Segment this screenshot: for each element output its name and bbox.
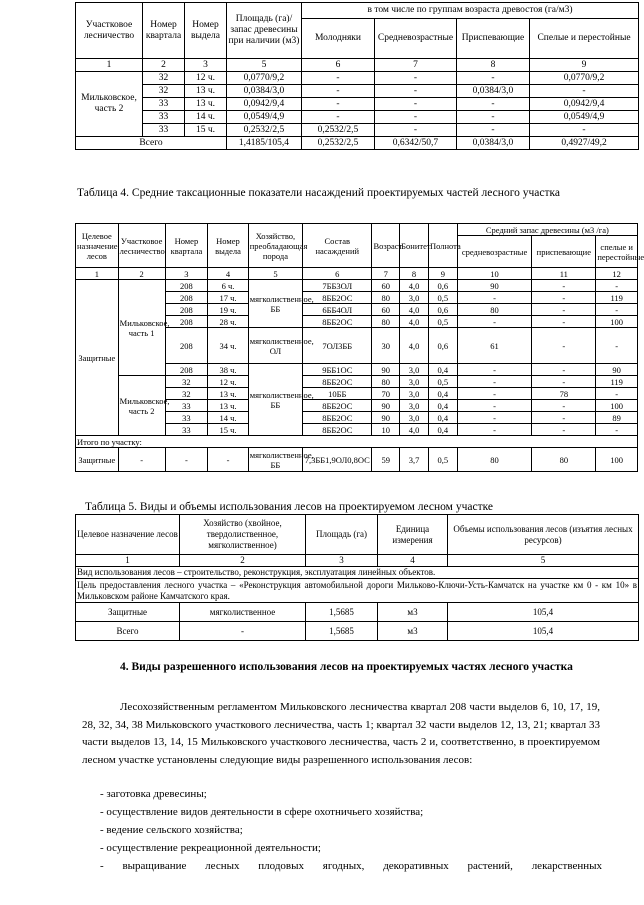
cell: -	[375, 98, 457, 111]
col-num: 6	[302, 59, 375, 72]
cell: 32	[143, 72, 185, 85]
cell: -	[375, 72, 457, 85]
cell: 80	[372, 376, 400, 388]
col-num: 3	[185, 59, 227, 72]
total-label: Всего	[76, 137, 227, 150]
cell: 17 ч.	[208, 292, 249, 304]
cell: 0,4	[428, 400, 457, 412]
use-type-text: Вид использования лесов – строительство, реконструкция, эксплуатация линейных объектов.	[76, 567, 639, 579]
district-cell: Мильковское, часть 2	[76, 72, 143, 137]
header-composition: Состав насаждений	[303, 224, 372, 268]
cell: 78	[532, 388, 596, 400]
unit-cell	[378, 622, 448, 641]
cell: 14 ч.	[185, 111, 227, 124]
cell: 7,3ББ1,9ОЛ0,8ОС	[303, 448, 372, 472]
table-row	[76, 124, 639, 137]
cell: -	[457, 98, 530, 111]
cell: 19 ч.	[208, 304, 249, 316]
cell: 59	[372, 448, 400, 472]
header-section: Номер выдела	[185, 3, 227, 59]
district-cell: Мильковское, часть 1	[118, 280, 165, 376]
header-farm: Хозяйство, преобладающая порода	[248, 224, 302, 268]
cell: 60	[372, 304, 400, 316]
cell: 34 ч.	[208, 328, 249, 364]
col-num: 1	[76, 59, 143, 72]
col-num: 3	[165, 268, 208, 280]
cell: 13 ч.	[208, 388, 249, 400]
cell: 8ББ2ОС	[303, 316, 372, 328]
header-age-groups: в том числе по группам возраста древостоя (га/м3)	[302, 3, 639, 19]
cell: 208	[165, 316, 208, 328]
cell: -	[530, 85, 639, 98]
table-row	[76, 376, 638, 388]
cell: 0,5	[428, 376, 457, 388]
cell: 4,0	[400, 280, 429, 292]
cell: -	[596, 280, 638, 292]
cell: 7ОЛ3ББ	[303, 328, 372, 364]
list-item: - заготовка древесины;	[100, 788, 207, 800]
taxation-table	[75, 223, 644, 472]
cell: 0,5	[428, 292, 457, 304]
header-quarter: Номер квартала	[143, 3, 185, 59]
cell: 80	[372, 292, 400, 304]
col-num: 5	[248, 268, 302, 280]
cell: 15 ч.	[185, 124, 227, 137]
list-item: - осуществление видов деятельности в сфере охотничьего хозяйства;	[100, 806, 424, 818]
table-row	[76, 72, 639, 85]
cell: -	[180, 622, 306, 641]
cell: 100	[596, 400, 638, 412]
cell: -	[532, 364, 596, 376]
table5-caption: Таблица 5. Виды и объемы использования лесов на проектируемом лесном участке	[85, 501, 494, 513]
cell: 0,4	[428, 388, 457, 400]
col-num: 11	[532, 268, 596, 280]
header-ripening: Приспевающие	[457, 19, 530, 59]
cell: -	[375, 85, 457, 98]
header-purpose: Целевое назначение лесов	[76, 224, 119, 268]
col-num: 9	[530, 59, 639, 72]
cell: 13 ч.	[185, 98, 227, 111]
cell: 90	[596, 364, 638, 376]
cell: 0,0549/4,9	[530, 111, 639, 124]
cell: 0,0384/3,0	[457, 137, 530, 150]
header-stock: Средний запас древесины (м3 /га)	[457, 224, 637, 236]
cell: 100	[596, 448, 638, 472]
summary-label-row	[76, 436, 638, 448]
cell: -	[302, 85, 375, 98]
cell: 90	[457, 280, 532, 292]
cell: 32	[165, 376, 208, 388]
cell: 1,4185/105,4	[227, 137, 302, 150]
purpose-note-text: Цель предоставления лесного участка – «Реконструкция автомобильной дороги Мильково-Ключи-Усть-Камчатск на участке км 0 - км 10» в Мильковском районе Камчатского края.	[77, 579, 637, 601]
age-groups-table	[75, 2, 639, 150]
cell: 3,0	[400, 388, 429, 400]
col-num: 7	[375, 59, 457, 72]
cell: 61	[457, 328, 532, 364]
cell: -	[532, 292, 596, 304]
cell: -	[596, 388, 638, 400]
cell: 3,0	[400, 376, 429, 388]
col-num: 3	[306, 555, 378, 567]
column-numbers-row	[76, 268, 638, 280]
list-item: - выращивание лесных плодовых ягодных, декоративных растений, лекарственных	[100, 860, 602, 872]
col-num: 6	[303, 268, 372, 280]
cell: 80	[457, 304, 532, 316]
cell: Защитные	[76, 603, 180, 622]
col-num: 5	[227, 59, 302, 72]
cell: 9ББ1ОС	[303, 364, 372, 376]
cell: -	[302, 111, 375, 124]
cell: -	[457, 316, 532, 328]
cell: 38 ч.	[208, 364, 249, 376]
cell: -	[118, 448, 165, 472]
cell: -	[457, 424, 532, 436]
cell: 0,0549/4,9	[227, 111, 302, 124]
table-row	[76, 111, 639, 124]
table-row	[76, 85, 639, 98]
cell: -	[457, 412, 532, 424]
cell: -	[457, 292, 532, 304]
cell: -	[532, 400, 596, 412]
cell: -	[596, 328, 638, 364]
farm-cell: мягколиственное, ОЛ	[248, 328, 302, 364]
header-mature: Спелые и перестойные	[530, 19, 639, 59]
header-unit: Единица измерения	[378, 515, 448, 555]
cell: 80	[372, 316, 400, 328]
col-num: 2	[118, 268, 165, 280]
header-farm: Хозяйство (хвойное, твердолиственное, мягколиственное)	[180, 515, 306, 555]
total-row	[76, 137, 639, 150]
cell: -	[596, 424, 638, 436]
table-row	[76, 622, 639, 641]
cell: 3,0	[400, 400, 429, 412]
cell: 0,5	[428, 316, 457, 328]
cell: 0,0770/9,2	[227, 72, 302, 85]
cell: 119	[596, 292, 638, 304]
cell: 0,2532/2,5	[302, 137, 375, 150]
unit-cell	[378, 603, 448, 622]
header-volume: Объемы использования лесов (изъятия лесных ресурсов)	[448, 515, 639, 555]
cell: 1,5685	[306, 603, 378, 622]
cell: 7ББ3ОЛ	[303, 280, 372, 292]
unit-text: м3	[407, 606, 418, 617]
cell: 100	[596, 316, 638, 328]
cell: -	[375, 124, 457, 137]
cell: -	[457, 72, 530, 85]
cell: -	[532, 424, 596, 436]
cell: 208	[165, 304, 208, 316]
cell: Защитные	[76, 448, 119, 472]
forest-use-table	[75, 514, 639, 641]
cell: 10ББ	[303, 388, 372, 400]
cell: -	[532, 412, 596, 424]
summary-label: Итого по участку:	[76, 436, 638, 448]
cell: -	[302, 98, 375, 111]
cell: 28 ч.	[208, 316, 249, 328]
cell: 3,0	[400, 412, 429, 424]
cell: 6ББ4ОЛ	[303, 304, 372, 316]
cell: -	[532, 280, 596, 292]
col-num: 12	[596, 268, 638, 280]
farm-cell: мягколиственное, ББ	[248, 364, 302, 436]
header-area: Площадь (га)	[306, 515, 378, 555]
table-row	[76, 603, 639, 622]
cell: 0,0942/9,4	[227, 98, 302, 111]
cell: 90	[372, 412, 400, 424]
header-ripening: приспевающие	[532, 236, 596, 268]
cell: 3,0	[400, 292, 429, 304]
cell: 6 ч.	[208, 280, 249, 292]
cell: 0,6	[428, 304, 457, 316]
cell: 3,0	[400, 364, 429, 376]
cell: мягколиственное	[180, 603, 306, 622]
col-num: 1	[76, 268, 119, 280]
farm-cell: мягколиственное, ББ	[248, 280, 302, 328]
cell: 90	[372, 364, 400, 376]
cell: 12 ч.	[185, 72, 227, 85]
purpose-note-row	[76, 579, 639, 603]
header-density: Полнота	[428, 224, 457, 268]
cell: -	[457, 364, 532, 376]
cell: 208	[165, 364, 208, 376]
cell: 33	[165, 424, 208, 436]
cell: -	[457, 388, 532, 400]
table4-caption: Таблица 4. Средние таксационные показатели насаждений проектируемых частей лесного участка	[77, 187, 561, 199]
header-area: Площадь (га)/запас древесины при наличии (м3)	[227, 3, 302, 59]
cell: 80	[532, 448, 596, 472]
cell: -	[165, 448, 208, 472]
summary-row	[76, 448, 638, 472]
cell: 208	[165, 292, 208, 304]
cell: 208	[165, 328, 208, 364]
cell: 0,5	[428, 448, 457, 472]
cell: 208	[165, 280, 208, 292]
cell: 13 ч.	[208, 400, 249, 412]
header-mature: спелые и перестойные	[596, 236, 638, 268]
cell: 33	[165, 412, 208, 424]
cell: 89	[596, 412, 638, 424]
header-bonitet: Бонитет	[400, 224, 429, 268]
cell: 8ББ2ОС	[303, 400, 372, 412]
cell: 33	[165, 400, 208, 412]
header-district: Участковое лесничество	[76, 3, 143, 59]
purpose-cell: Защитные	[76, 280, 119, 436]
header-middle: Средневозрастные	[375, 19, 457, 59]
cell: 32	[165, 388, 208, 400]
col-num: 2	[180, 555, 306, 567]
header-middle: средневозрастные	[457, 236, 532, 268]
cell: 12 ч.	[208, 376, 249, 388]
cell: 105,4	[448, 622, 639, 641]
col-num: 4	[208, 268, 249, 280]
col-num: 2	[143, 59, 185, 72]
cell: -	[532, 316, 596, 328]
cell: -	[208, 448, 249, 472]
cell: 0,0770/9,2	[530, 72, 639, 85]
cell: 119	[596, 376, 638, 388]
cell: 0,2532/2,5	[302, 124, 375, 137]
col-num: 7	[372, 268, 400, 280]
section-heading: 4. Виды разрешенного использования лесов на проектируемых частях лесного участка	[120, 661, 573, 673]
cell: -	[302, 72, 375, 85]
header-section: Номер выдела	[208, 224, 249, 268]
cell: 0,6	[428, 280, 457, 292]
cell: 32	[143, 85, 185, 98]
cell: 33	[143, 98, 185, 111]
cell: 4,0	[400, 328, 429, 364]
cell: -	[457, 400, 532, 412]
cell: -	[457, 124, 530, 137]
cell: 90	[372, 400, 400, 412]
cell: 60	[372, 280, 400, 292]
cell: 0,0384/3,0	[227, 85, 302, 98]
cell: -	[596, 304, 638, 316]
cell: 10	[372, 424, 400, 436]
cell: 0,4927/49,2	[530, 137, 639, 150]
cell: 0,0942/9,4	[530, 98, 639, 111]
cell: Всего	[76, 622, 180, 641]
cell: 80	[457, 448, 532, 472]
cell: 1,5685	[306, 622, 378, 641]
cell: 105,4	[448, 603, 639, 622]
section-paragraph: Лесохозяйственным регламентом Мильковского лесничества квартал 208 части выделов 6, 10, 17, 19, 28, 32, 34, 38 Мильковского участкового лесничества, часть 1; квартал 32 части выделов 12, 13, 21; квартал 33 части выделов 13, 14, 15 Мильковского участкового лесничества, часть 2 и, соответственно, в проектируемом лесном участке установлены следующие виды разрешенного использования лесов:	[82, 701, 600, 766]
header-quarter: Номер квартала	[165, 224, 208, 268]
list-item: - осуществление рекреационной деятельности;	[100, 842, 321, 854]
cell: -	[532, 304, 596, 316]
cell: 14 ч.	[208, 412, 249, 424]
header-district: Участковое лесничество	[118, 224, 165, 268]
cell: -	[532, 376, 596, 388]
col-num: 9	[428, 268, 457, 280]
cell: -	[530, 124, 639, 137]
cell: 8ББ2ОС	[303, 424, 372, 436]
cell: 0,0384/3,0	[457, 85, 530, 98]
cell: 0,2532/2,5	[227, 124, 302, 137]
column-numbers-row	[76, 555, 639, 567]
cell: мягколиственное, ББ	[249, 449, 314, 470]
cell: 4,0	[400, 424, 429, 436]
use-type-row	[76, 567, 639, 579]
cell: -	[532, 328, 596, 364]
cell: 13 ч.	[185, 85, 227, 98]
list-item: - ведение сельского хозяйства;	[100, 824, 243, 836]
cell: 33	[143, 111, 185, 124]
cell: -	[457, 376, 532, 388]
cell: 70	[372, 388, 400, 400]
cell: 4,0	[400, 304, 429, 316]
col-num: 8	[400, 268, 429, 280]
cell: 8ББ2ОС	[303, 412, 372, 424]
col-num: 1	[76, 555, 180, 567]
cell: 30	[372, 328, 400, 364]
cell: -	[457, 111, 530, 124]
table-row	[76, 280, 638, 292]
col-num: 4	[378, 555, 448, 567]
unit-text: м3	[407, 625, 418, 636]
cell: 33	[143, 124, 185, 137]
district-cell: Мильковское, часть 2	[118, 376, 165, 436]
col-num: 8	[457, 59, 530, 72]
cell: 3,7	[400, 448, 429, 472]
cell: 0,6	[428, 328, 457, 364]
header-purpose: Целевое назначение лесов	[76, 515, 180, 555]
cell: 8ББ2ОС	[303, 292, 372, 304]
cell: 0,4	[428, 424, 457, 436]
cell: 8ББ2ОС	[303, 376, 372, 388]
cell: 4,0	[400, 316, 429, 328]
column-numbers-row	[76, 59, 639, 72]
col-num: 10	[457, 268, 532, 280]
cell: 15 ч.	[208, 424, 249, 436]
col-num: 5	[448, 555, 639, 567]
cell: 0,4	[428, 412, 457, 424]
table-row	[76, 98, 639, 111]
cell: -	[375, 111, 457, 124]
cell: 0,4	[428, 364, 457, 376]
cell: 0,6342/50,7	[375, 137, 457, 150]
header-age: Возраст	[372, 224, 400, 268]
header-young: Молодняки	[302, 19, 375, 59]
